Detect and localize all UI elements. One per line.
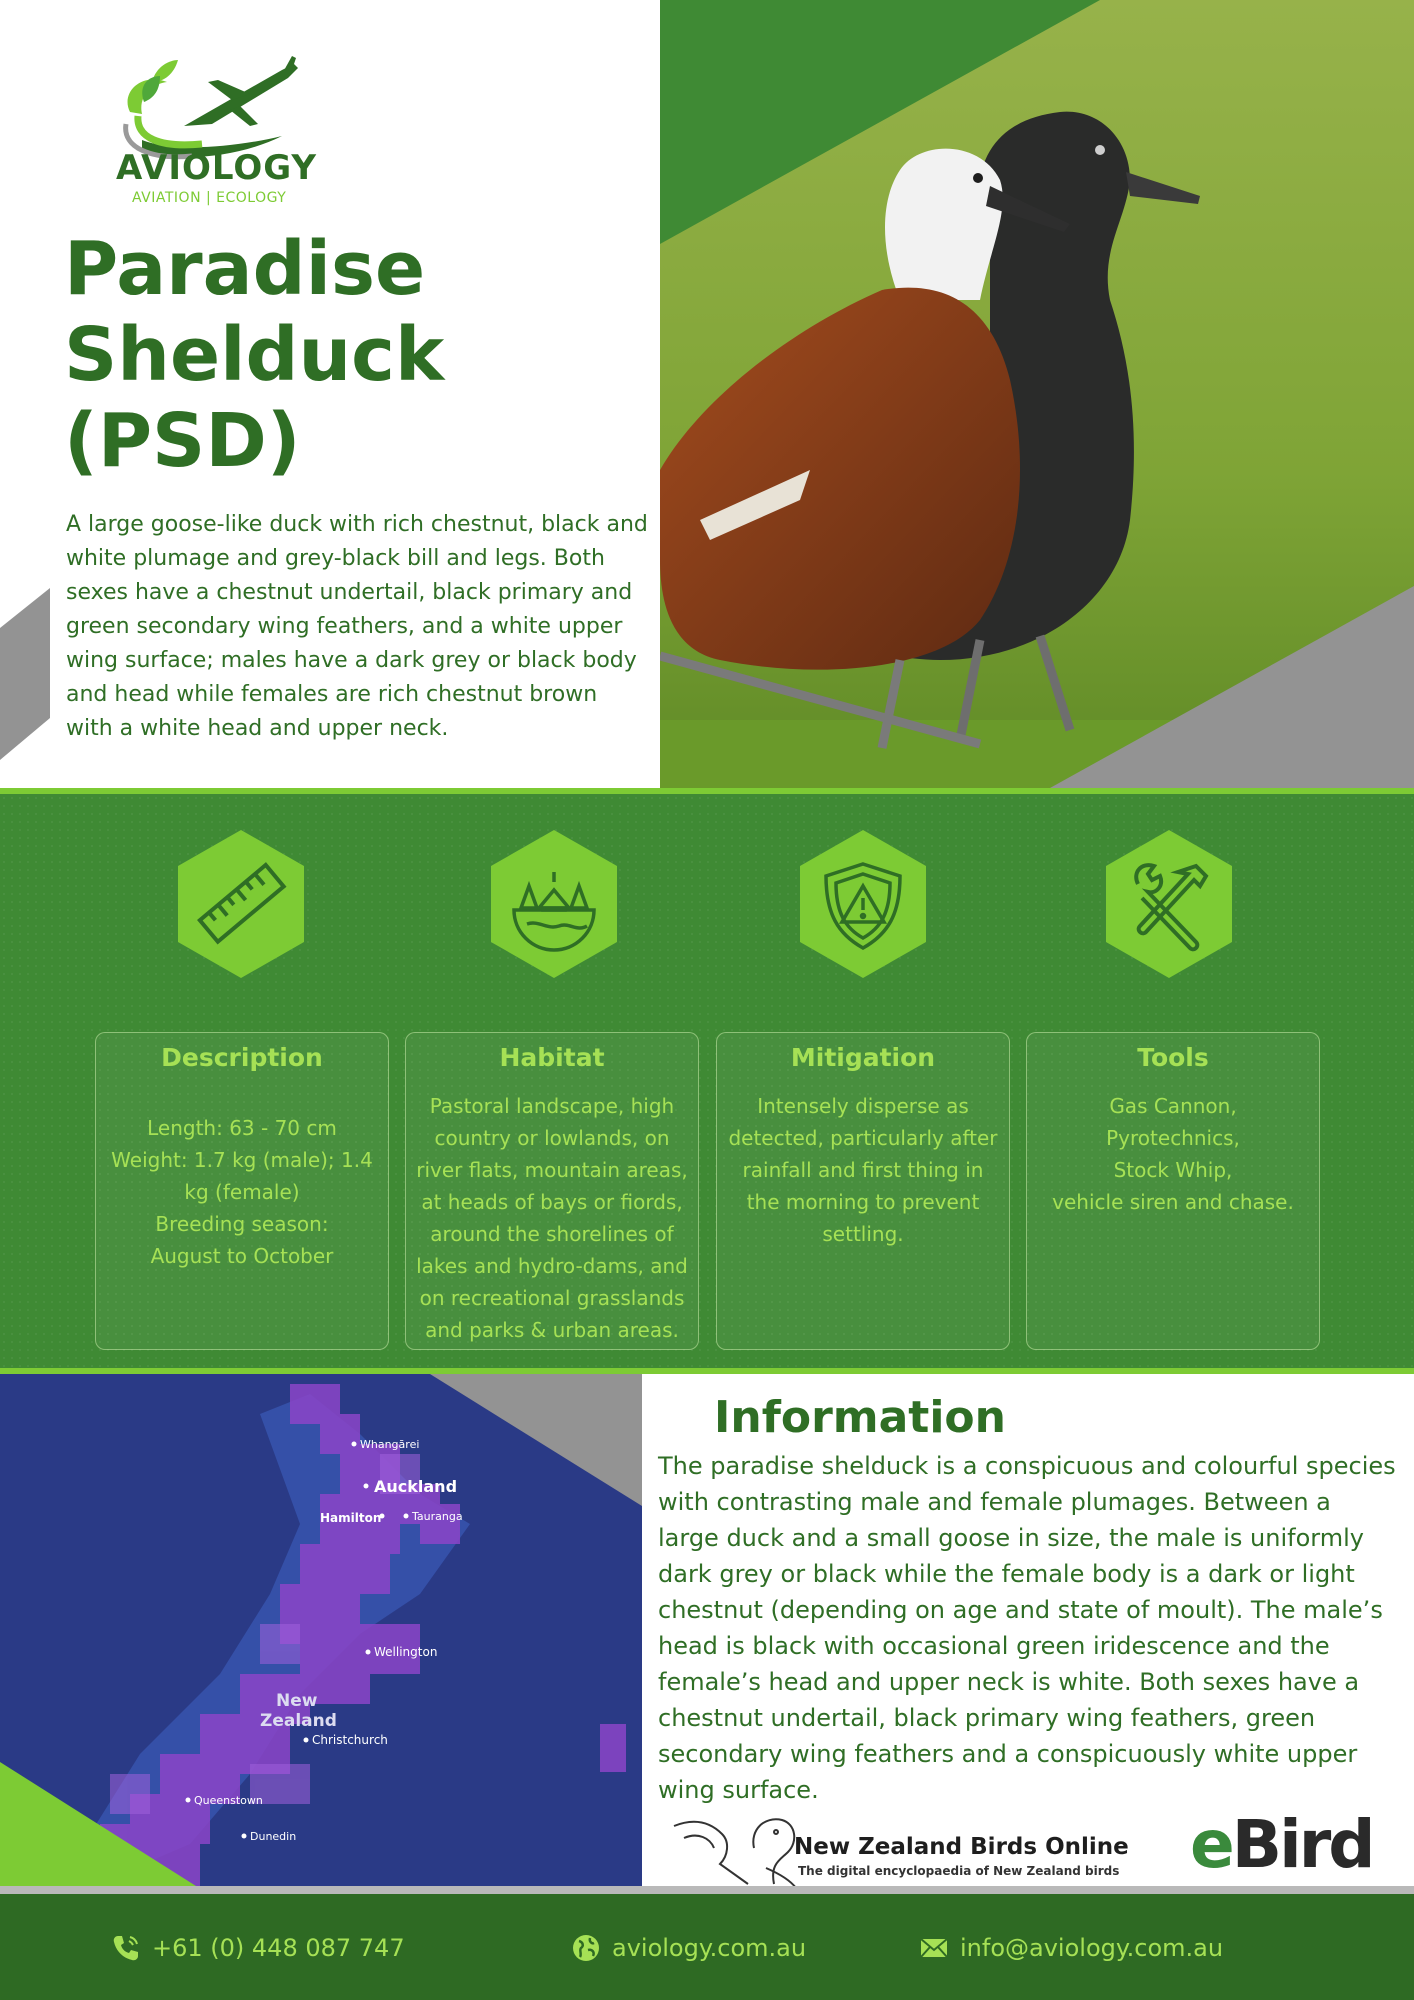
- description-line: August to October: [150, 1244, 334, 1268]
- map-label-tauranga: Tauranga: [412, 1510, 463, 1523]
- mitigation-card: [716, 1032, 1010, 1350]
- logo-wordmark: AVIOLOGY: [116, 148, 318, 188]
- decorative-grey-wedge: [0, 588, 50, 760]
- description-card-title: Description: [161, 1043, 323, 1072]
- nzbo-title: New Zealand Birds Online: [794, 1834, 1129, 1860]
- title-line-3: (PSD): [64, 398, 301, 484]
- information-paragraph: The paradise shelduck is a conspicuous and colourful species with contrasting male and female plumages. Between a large duck and a small goose in size, the male is uniformly dark grey or black while the female body is a dark or light chestnut (depending on age and state of moult). The male’s head is black with occasional green iridescence and the female’s head and upper neck is white. Both sexes have a chestnut undertail, black primary wing feathers, green secondary wing feathers and a conspicuously white upper wing surface.: [658, 1452, 1396, 1804]
- nzbo-subtitle: The digital encyclopaedia of New Zealand birds: [798, 1864, 1120, 1878]
- mitigation-line: Intensely disperse as: [757, 1094, 969, 1118]
- tools-icon: [1102, 828, 1236, 980]
- map-label-new: New: [276, 1691, 318, 1711]
- description-line: Length: 63 - 70 cm: [147, 1116, 337, 1140]
- website-contact[interactable]: [570, 1932, 806, 1964]
- habitat-line: country or lowlands, on: [434, 1126, 670, 1150]
- facts-section: [0, 788, 1414, 1374]
- mitigation-line: the morning to prevent: [746, 1190, 980, 1214]
- information-title: Information: [714, 1392, 1006, 1443]
- habitat-line: lakes and hydro-dams, and: [416, 1254, 688, 1278]
- tools-line: Stock Whip,: [1113, 1158, 1233, 1182]
- habitat-card: [405, 1032, 699, 1350]
- habitat-line: at heads of bays or fiords,: [421, 1190, 683, 1214]
- habitat-line: Pastoral landscape, high: [429, 1094, 675, 1118]
- phone-contact[interactable]: [110, 1932, 405, 1964]
- aviology-logo: [112, 52, 332, 212]
- mitigation-line: rainfall and first thing in: [742, 1158, 984, 1182]
- map-label-zealand: Zealand: [260, 1711, 337, 1731]
- ebird-logo-bird: Bird: [1231, 1806, 1373, 1883]
- phone-icon: [110, 1932, 142, 1964]
- paradise-shelduck-photo: [660, 0, 1414, 788]
- tools-line: Gas Cannon,: [1109, 1094, 1237, 1118]
- map-label-hamilton: Hamilton: [320, 1511, 382, 1525]
- habitat-line: river flats, mountain areas,: [416, 1158, 688, 1182]
- description-line: Breeding season:: [155, 1212, 329, 1236]
- email-link[interactable]: info@aviology.com.au: [960, 1934, 1224, 1962]
- ebird-logo: [1190, 1806, 1373, 1883]
- ruler-icon: [174, 828, 308, 980]
- habitat-line: and parks & urban areas.: [425, 1318, 679, 1342]
- globe-icon: [570, 1932, 602, 1964]
- ebird-logo-e: e: [1190, 1806, 1232, 1883]
- mitigation-card-title: Mitigation: [790, 1043, 936, 1072]
- map-label-queenstown: Queenstown: [194, 1794, 263, 1807]
- intro-paragraph: A large goose-like duck with rich chestnut, black and white plumage and grey-black bill and legs. Both sexes have a chestnut undertail, black primary and green secondary wing feathers, and a white upper wing surface; males have a dark grey or black body and head while females are rich chestnut brown with a white head and upper neck.: [66, 512, 648, 741]
- mitigation-line: detected, particularly after: [728, 1126, 998, 1150]
- map-label-whangarei: Whangārei: [360, 1438, 420, 1451]
- map-label-dunedin: Dunedin: [250, 1830, 297, 1843]
- description-card: [95, 1032, 389, 1350]
- tools-line: vehicle siren and chase.: [1052, 1190, 1294, 1214]
- description-line: Weight: 1.7 kg (male); 1.4: [111, 1148, 373, 1172]
- phone-number: +61 (0) 448 087 747: [152, 1934, 405, 1962]
- tools-card-title: Tools: [1137, 1043, 1209, 1072]
- habitat-line: on recreational grasslands: [419, 1286, 685, 1310]
- footer-divider: [0, 1886, 1414, 1894]
- tools-line: Pyrotechnics,: [1106, 1126, 1240, 1150]
- map-label-wellington: Wellington: [374, 1645, 438, 1659]
- page-title: [64, 226, 624, 484]
- distribution-map: [0, 1374, 642, 1886]
- email-contact[interactable]: [918, 1932, 1223, 1964]
- map-label-christchurch: Christchurch: [312, 1733, 388, 1747]
- habitat-card-title: Habitat: [499, 1043, 605, 1072]
- title-line-1: Paradise: [64, 226, 426, 312]
- hero-section: [0, 0, 1414, 788]
- habitat-globe-icon: [487, 828, 621, 980]
- map-label-auckland: Auckland: [374, 1477, 458, 1496]
- habitat-line: around the shorelines of: [430, 1222, 674, 1246]
- description-line: kg (female): [184, 1180, 300, 1204]
- mitigation-line: settling.: [822, 1222, 904, 1246]
- website-link[interactable]: aviology.com.au: [612, 1934, 807, 1962]
- mail-icon: [918, 1932, 950, 1964]
- tools-card: [1026, 1032, 1320, 1350]
- warning-shield-icon: [796, 828, 930, 980]
- logo-tagline: AVIATION | ECOLOGY: [132, 190, 287, 206]
- footer: [0, 1894, 1414, 2000]
- title-line-2: Shelduck: [64, 312, 445, 398]
